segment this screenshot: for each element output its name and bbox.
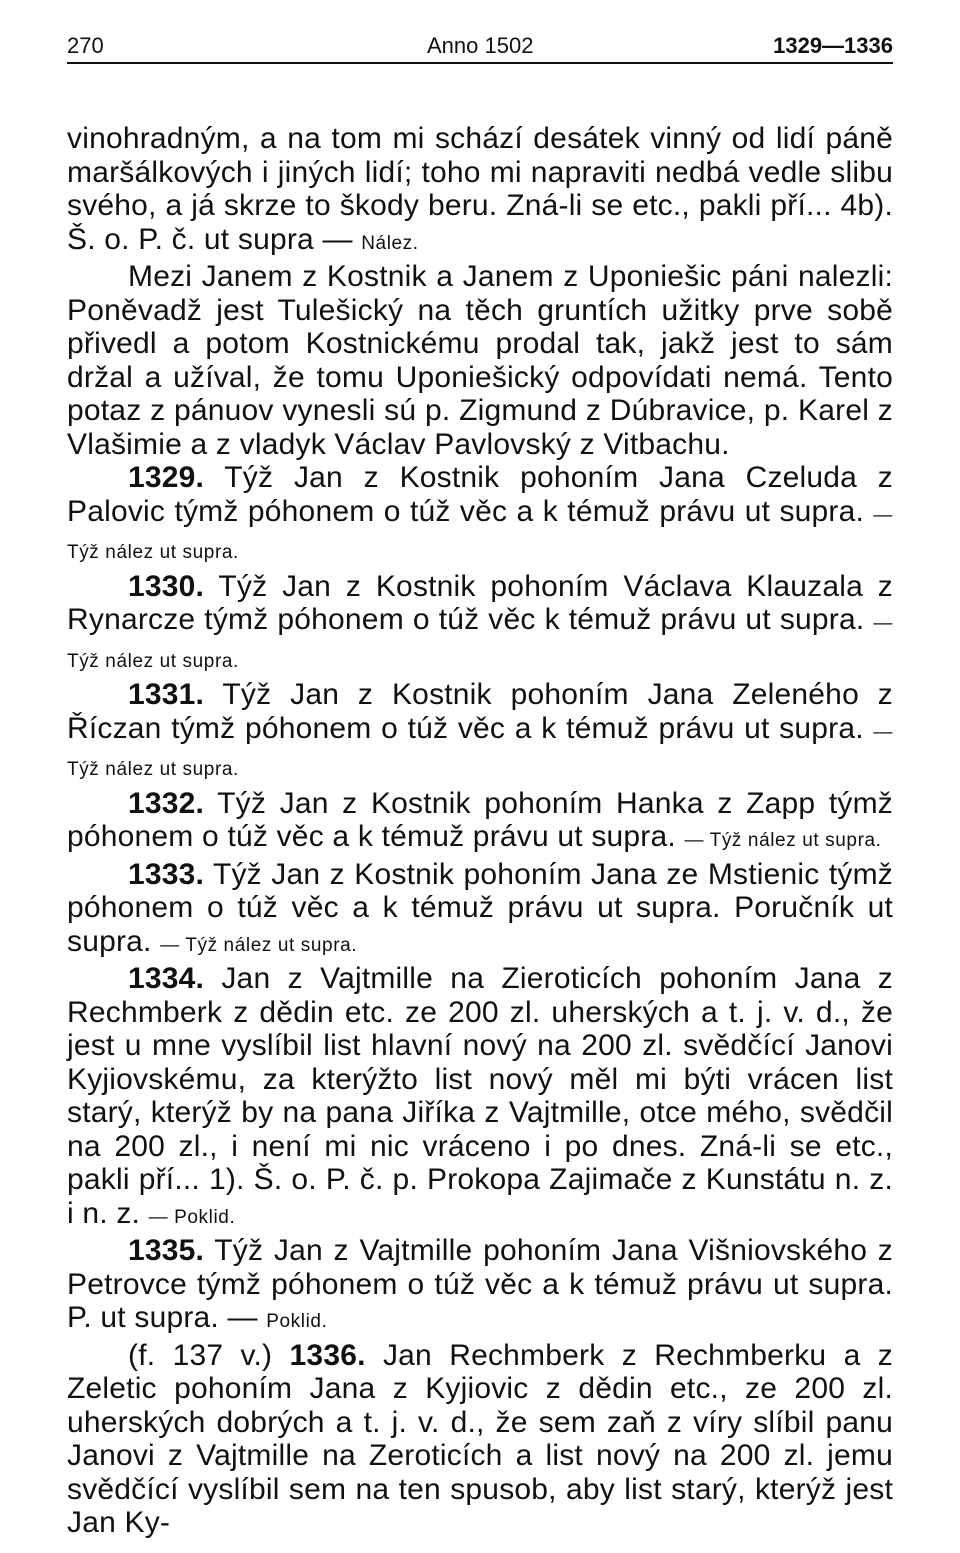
finding-note: Nález.	[361, 232, 419, 254]
entry-1336: (f. 137 v.) 1336. Jan Rechmberk z Rechmberku a z Zeletic pohoním Jana z Kyjiovic z dědin etc., ze 200 zl. uherských dobrých a t. j. v. d., že sem zaň z víry slíbil panu Janovi z Vajtmille na Zeroticích a list nový na 200 zl. jemu svědčící vyslíbil sem na ten spusob, aby list starý, kterýž jest Jan Ky-	[67, 1338, 893, 1539]
book-page	[67, 30, 893, 1540]
page-number: 270	[67, 33, 104, 58]
finding-note: — Týž nález ut supra.	[67, 721, 893, 780]
entry-number: 1336.	[289, 1338, 366, 1372]
entry-number: 1333.	[128, 857, 205, 891]
paragraph: vinohradným, a na tom mi schází desátek vinný od lidí páně maršálkových i jiných lidí; toho mi napraviti nedbá vedle slibu svého, a já skrze to škody beru. Zná-li se etc., pakli pří... 4b). Š. o. P. č. ut supra — Nález.	[67, 122, 893, 256]
entry-number: 1329.	[128, 461, 205, 494]
finding-note: — Týž nález ut supra.	[67, 504, 893, 563]
folio-reference: (f. 137 v.)	[128, 1338, 273, 1372]
entry-1331: 1331. Týž Jan z Kostnik pohoním Jana Zeleného z Říczan týmž póhonem o túž věc a k témuž právu ut supra. — Týž nález ut supra.	[67, 678, 893, 780]
finding-note: — Týž nález ut supra.	[160, 934, 358, 956]
entry-1329: 1329. Týž Jan z Kostnik pohoním Jana Czeluda z Palovic týmž póhonem o túž věc a k témuž právu ut supra. — Týž nález ut supra.	[67, 461, 893, 563]
finding-note: — Poklid.	[148, 1206, 236, 1228]
running-header	[67, 30, 893, 64]
entry-1332: 1332. Týž Jan z Kostnik pohoním Hanka z Zapp týmž póhonem o túž věc a k témuž právu ut supra. — Týž nález ut supra.	[67, 786, 893, 853]
entry-1330: 1330. Týž Jan z Kostnik pohoním Václava Klauzala z Rynarcze týmž póhonem o túž věc k témuž právu ut supra. — Týž nález ut supra.	[67, 569, 893, 672]
entry-1333: 1333. Týž Jan z Kostnik pohoním Jana ze Mstienic týmž póhonem o túž věc a k témuž právu ut supra. Poručník ut supra. — Týž nález ut supra.	[67, 857, 893, 958]
entry-1335: 1335. Týž Jan z Vajtmille pohoním Jana Višniovského z Petrovce týmž póhonem o túž věc a k témuž právu ut supra. P. ut supra. — Poklid.	[67, 1234, 893, 1334]
entry-number: 1330.	[128, 569, 205, 603]
finding-note: — Týž nález ut supra.	[684, 830, 882, 851]
finding-note: — Týž nález ut supra.	[67, 613, 893, 672]
entry-1334: 1334. Jan z Vajtmille na Zieroticích pohoním Jana z Rechmberk z dědin etc. ze 200 zl. uherských a t. j. v. d., že jest u mne vyslíbil list hlavní nový na 200 zl. svědčící Janovi Kyjiovskému, za kterýžto list nový měl mi býti vrácen list starý, kterýž by na pana Jiříka z Vajtmille, otce mého, svědčil na 200 zl., i není mi nic vráceno i po dnes. Zná-li se etc., pakli pří... 1). Š. o. P. č. p. Prokopa Zajimače z Kunstátu n. z. i n. z. — Poklid.	[67, 962, 893, 1230]
entry-number: 1332.	[128, 786, 205, 820]
entry-number: 1335.	[128, 1234, 205, 1267]
paragraph: Mezi Janem z Kostnik a Janem z Uponiešic páni nalezli: Poněvadž jest Tulešický na těch gruntích užitky prve sobě přivedl a potom Kostnickému prodal tak, jakž jest to sám držal a užíval, že tomu Uponiešický odpovídati nemá. Tento potaz z pánuov vynesli sú p. Zigmund z Dúbravice, p. Karel z Vlašimie a z vladyk Václav Pavlovský z Vitbachu.	[67, 260, 893, 461]
entry-number: 1334.	[128, 962, 205, 995]
entry-number: 1331.	[128, 678, 205, 711]
page-title: Anno 1502	[427, 33, 534, 58]
page-body	[67, 122, 893, 1540]
entry-range: 1329—1336	[773, 33, 893, 58]
finding-note: Poklid.	[266, 1311, 328, 1332]
